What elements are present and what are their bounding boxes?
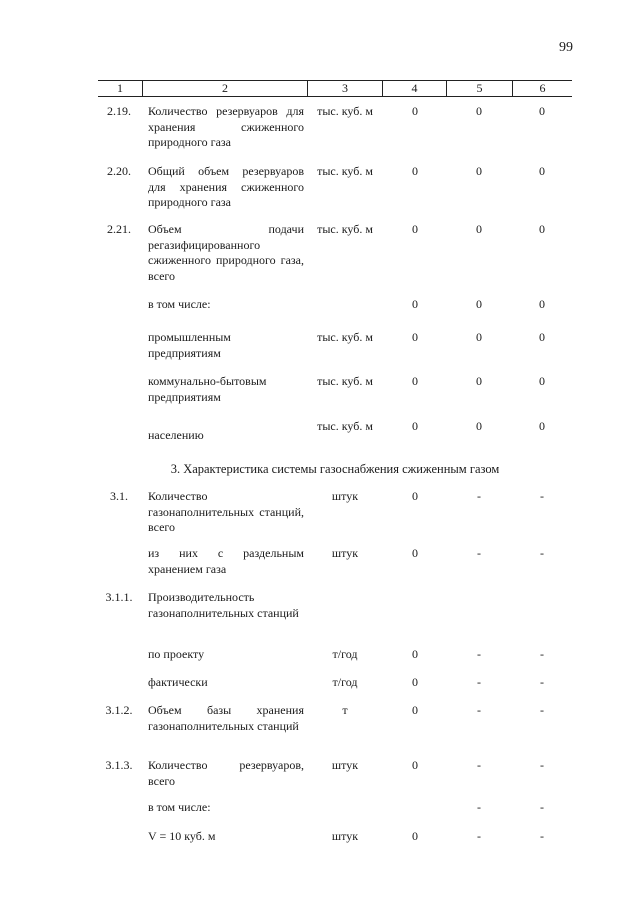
row-value-4: 0 — [412, 546, 418, 560]
row-number: 3.1.2. — [105, 703, 133, 717]
row-value-5: 0 — [476, 164, 482, 178]
row-value-4: 0 — [412, 419, 418, 433]
row-value-4: 0 — [412, 647, 418, 661]
row-unit: тыс. куб. м — [317, 330, 373, 344]
row-unit: т — [342, 703, 348, 717]
row-name: населению — [148, 428, 204, 442]
header-col-4: 4 — [411, 81, 418, 95]
row-value-4: 0 — [412, 758, 418, 772]
row-value-6: - — [540, 829, 544, 843]
header-col-2: 2 — [222, 81, 228, 95]
row-value-6: - — [540, 800, 544, 814]
row-name: Количество резервуаров для хранения сжиженного природного газа — [148, 104, 304, 149]
row-value-4: 0 — [412, 829, 418, 843]
row-unit: штук — [331, 829, 359, 843]
row-number: 3.1.3. — [105, 758, 133, 772]
row-value-5: 0 — [476, 374, 482, 388]
section-title: 3. Характеристика системы газоснабжения сжиженным газом — [170, 462, 500, 476]
row-value-6: 0 — [539, 164, 545, 178]
row-value-4: 0 — [412, 297, 418, 311]
row-value-5: - — [477, 675, 481, 689]
row-value-6: 0 — [539, 419, 545, 433]
row-value-5: - — [477, 489, 481, 503]
header-col-6: 6 — [539, 81, 546, 95]
row-value-4: 0 — [412, 222, 418, 236]
row-value-6: 0 — [539, 374, 545, 388]
row-name: из них с раздельным хранением газа — [148, 546, 304, 576]
row-name: V = 10 куб. м — [148, 829, 216, 843]
row-unit: тыс. куб. м — [317, 104, 373, 118]
row-number: 3.1. — [110, 489, 128, 503]
row-value-4: 0 — [412, 104, 418, 118]
table-header — [98, 80, 572, 97]
row-name: в том числе: — [148, 297, 211, 311]
row-unit: тыс. куб. м — [317, 164, 373, 178]
row-name: фактически — [148, 675, 208, 689]
row-value-5: - — [477, 800, 481, 814]
row-name: Производительность газонаполнительных станций — [148, 590, 299, 620]
row-value-6: - — [540, 546, 544, 560]
row-unit: тыс. куб. м — [317, 419, 373, 433]
row-number: 2.19. — [107, 104, 131, 118]
row-value-4: 0 — [412, 675, 418, 689]
row-name: коммунально-бытовым предприятиям — [148, 374, 267, 404]
row-name: Количество газонаполнительных станций, всего — [148, 489, 304, 534]
row-value-5: - — [477, 647, 481, 661]
row-value-5: - — [477, 546, 481, 560]
row-value-6: 0 — [539, 222, 545, 236]
row-name: Общий объем резервуаров для хранения сжиженного природного газа — [148, 164, 304, 209]
row-value-6: - — [540, 703, 544, 717]
row-value-6: - — [540, 675, 544, 689]
row-value-5: 0 — [476, 222, 482, 236]
row-number: 3.1.1. — [105, 590, 133, 604]
row-name: по проекту — [148, 647, 205, 661]
row-unit: тыс. куб. м — [317, 222, 373, 236]
row-name: в том числе: — [148, 800, 211, 814]
row-value-4: 0 — [412, 703, 418, 717]
header-col-1: 1 — [117, 81, 123, 95]
row-unit: т/год — [332, 647, 358, 661]
row-value-4: 0 — [412, 330, 418, 344]
row-name: промышленным предприятиям — [148, 330, 231, 360]
row-number: 2.21. — [107, 222, 131, 236]
page-number: 99 — [559, 40, 573, 55]
row-name: Количество резервуаров, всего — [148, 758, 304, 788]
row-value-5: - — [477, 758, 481, 772]
row-number: 2.20. — [107, 164, 131, 178]
row-unit: штук — [331, 489, 359, 503]
header-col-3: 3 — [342, 81, 348, 95]
row-name: Объем подачи регазифицированного сжиженного природного газа, всего — [148, 222, 304, 283]
row-unit: тыс. куб. м — [317, 374, 373, 388]
row-value-5: 0 — [476, 419, 482, 433]
row-unit: штук — [331, 546, 359, 560]
row-value-4: 0 — [412, 489, 418, 503]
row-unit: штук — [331, 758, 359, 772]
row-value-5: 0 — [476, 297, 482, 311]
row-value-6: 0 — [539, 297, 545, 311]
row-value-4: 0 — [412, 164, 418, 178]
row-unit: т/год — [332, 675, 358, 689]
row-value-6: - — [540, 647, 544, 661]
row-value-4: 0 — [412, 374, 418, 388]
row-value-5: 0 — [476, 104, 482, 118]
row-value-6: - — [540, 489, 544, 503]
row-value-5: - — [477, 829, 481, 843]
row-value-6: 0 — [539, 330, 545, 344]
row-value-5: 0 — [476, 330, 482, 344]
row-value-6: 0 — [539, 104, 545, 118]
row-name: Объем базы хранения газонаполнительных станций — [148, 703, 304, 733]
header-col-5: 5 — [476, 81, 483, 95]
row-value-5: - — [477, 703, 481, 717]
row-value-6: - — [540, 758, 544, 772]
